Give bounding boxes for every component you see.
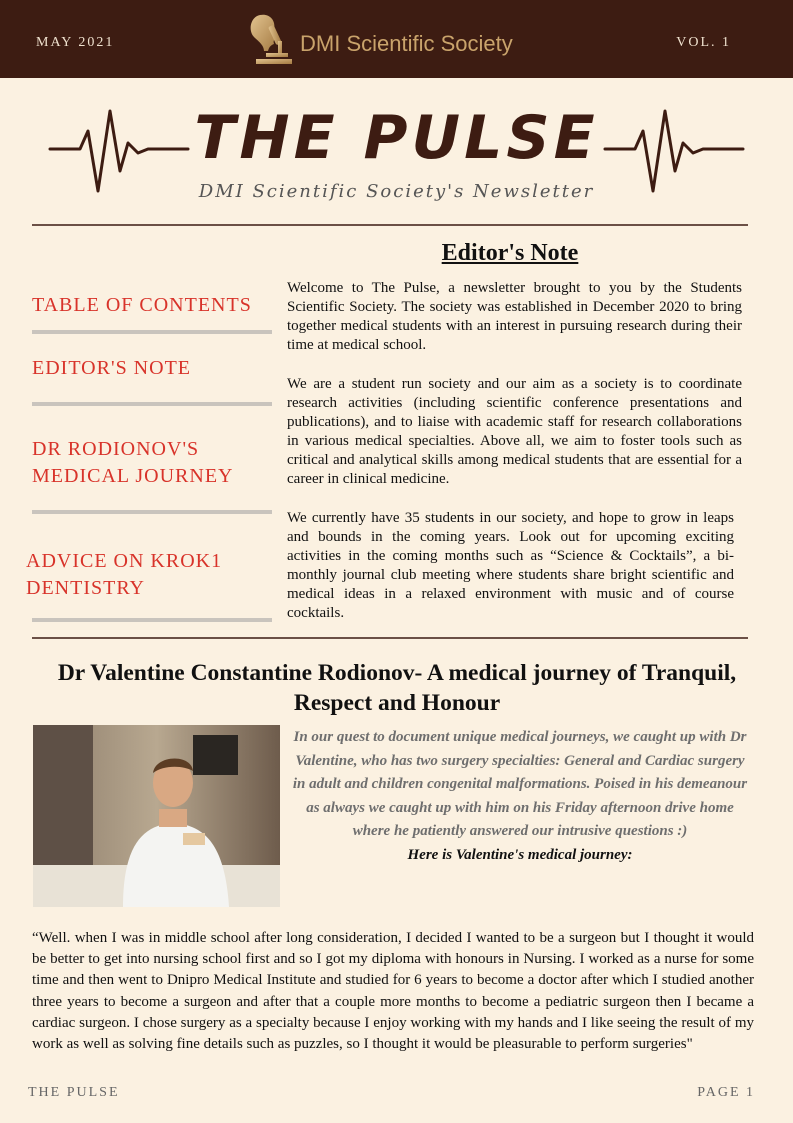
microscope-head-icon <box>240 11 296 69</box>
article-intro-text: In our quest to document unique medical journeys, we caught up with Dr Valentine, who has two surgery specialties: General and Cardiac surgery in adult and children congenital malformations. Poised in his demeanour as always we caught up with him on his Friday afternoon drive home where he patiently answered our intrusive questions :) <box>292 729 748 839</box>
divider <box>32 224 748 226</box>
article-body: “Well. when I was in middle school after long consideration, I decided I wanted to be a surgeon but I thought it would be better to get into nursing school first and so I got my diploma with honours in Nursing. I worked as a nurse for some time and then went to Dnipro Medical Institute and studied for 6 years to become a doctor after which I studied another three years to become a surgeon and after that a couple more months to become a pediatric surgeon then I became a cardiac surgeon. I chose surgery as a specialty because I enjoy working with my hands and I like seeing the result of my work as well as solving fine details such as puzzles, so I thought it would be pleasurable to perform surgeries" <box>32 930 754 1053</box>
toc-item-medical-journey[interactable]: DR RODIONOV'S MEDICAL JOURNEY <box>32 438 234 487</box>
doctor-photo <box>33 725 280 907</box>
editors-note-paragraph: We are a student run society and our aim as a society is to coordinate research activities (including scientific conference presentations and publications), and to liaise with academic staff for research collaborations in various medical specialties. Above all, we aim to foster tools such as critical and analytical skills among medical students that are essential for a career in clinical medicine. <box>287 376 742 487</box>
newsletter-subtitle: DMI Scientific Society's Newsletter <box>198 181 595 202</box>
newsletter-title: THE PULSE <box>194 103 599 173</box>
divider <box>32 637 748 639</box>
header-bar <box>0 0 793 78</box>
toc-item-editors-note[interactable]: EDITOR'S NOTE <box>32 357 192 379</box>
toc-divider <box>32 618 272 622</box>
toc-divider <box>32 402 272 406</box>
logo-text: DMI Scientific Society <box>300 31 513 56</box>
toc-divider <box>32 510 272 514</box>
page-number: PAGE 1 <box>697 1085 755 1100</box>
editors-note-heading: Editor's Note <box>441 240 579 266</box>
editors-note-paragraph: Welcome to The Pulse, a newsletter brought to you by the Students Scientific Society. The society was established in December 2020 to bring together medical students with an interest in pursuing research during their time at medical school. <box>287 280 742 353</box>
society-logo <box>240 9 540 71</box>
editors-note <box>287 240 742 623</box>
article-intro <box>292 726 748 867</box>
toc-item-krok1-advice[interactable]: ADVICE ON KROK1 DENTISTRY <box>26 550 223 599</box>
issue-date: MAY 2021 <box>36 35 115 50</box>
footer-title: THE PULSE <box>28 1085 120 1100</box>
article-title: Dr Valentine Constantine Rodionov- A medical journey of Tranquil, Respect and Honour <box>57 660 737 716</box>
editors-note-paragraph: We currently have 35 students in our society, and hope to grow in leaps and bounds in the coming years. Look out for upcoming exciting activities in the coming months such as “Science & Cocktails”, a bi-monthly journal club meeting where students share bright scientific and medical ideas in a relaxed environment with music and of course cocktails. <box>287 510 734 621</box>
toc-divider <box>32 330 272 334</box>
volume-number: VOL. 1 <box>676 35 731 50</box>
article-intro-tagline: Here is Valentine's medical journey: <box>407 846 633 863</box>
toc-heading: TABLE OF CONTENTS <box>32 294 252 316</box>
masthead <box>0 95 793 215</box>
